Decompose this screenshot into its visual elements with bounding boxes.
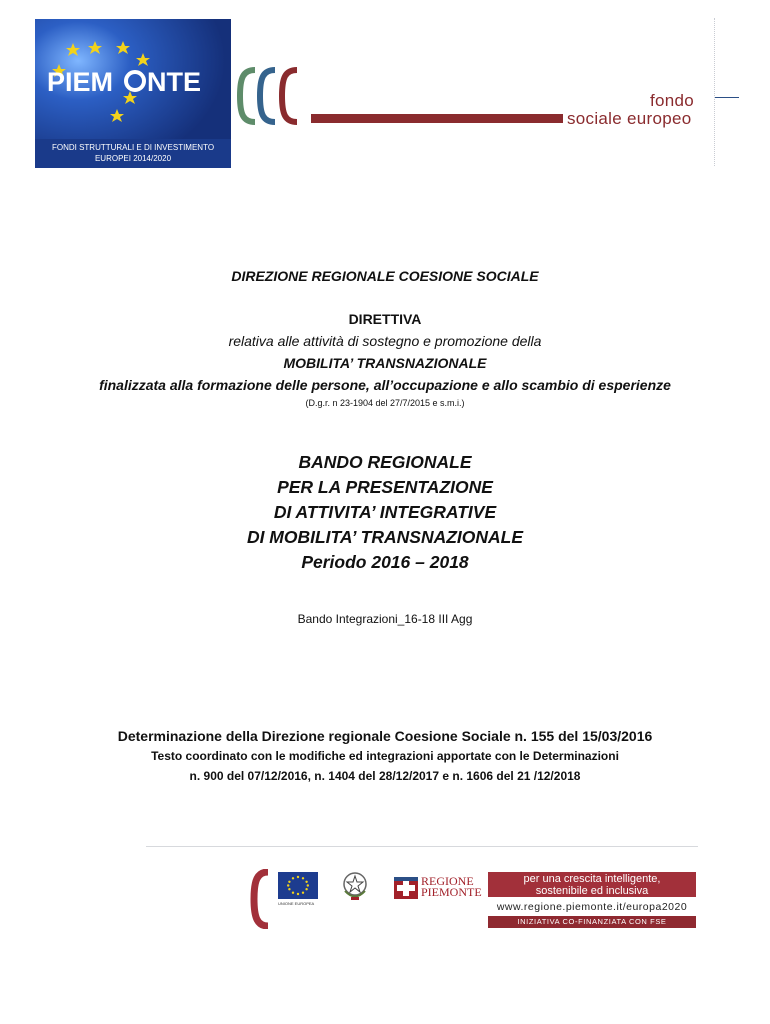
determinazione-line: Determinazione della Direzione regionale Coesione Sociale n. 155 del 15/03/2016 — [117, 728, 653, 744]
italian-republic-emblem-icon — [340, 869, 370, 903]
cofinanziata-text: INIZIATIVA CO-FINANZIATA CON FSE — [517, 917, 667, 926]
bando-period-line: Periodo 2016 – 2018 — [301, 552, 469, 572]
bando-title-block — [0, 450, 770, 575]
slogan-line1: per una crescita intelligente, — [523, 873, 661, 885]
testo-coordinato-line: Testo coordinato con le modifiche ed integrazioni apportate con le Determinazioni — [151, 749, 619, 763]
bando-code: Bando Integrazioni_16-18 III Agg — [297, 612, 473, 626]
footer-divider — [146, 846, 698, 847]
piemonte-label: PIEMONTE — [421, 885, 482, 899]
finalizzata-line: finalizzata alla formazione delle persone, all’occupazione e allo scambio di esperienze — [99, 377, 671, 393]
fse-underline-bar — [311, 114, 563, 123]
fondi-caption-line2: EUROPEI 2014/2020 — [94, 154, 172, 163]
bando-title-line: PER LA PRESENTAZIONE — [277, 477, 493, 497]
direzione-heading: DIREZIONE REGIONALE COESIONE SOCIALE — [231, 268, 539, 284]
bando-title-line: BANDO REGIONALE — [298, 452, 472, 472]
mobilita-heading: MOBILITA’ TRANSNAZIONALE — [283, 355, 487, 371]
fondi-caption-line1: FONDI STRUTTURALI E DI INVESTIMENTO — [51, 143, 215, 152]
dgr-reference: (D.g.r. n 23-1904 del 27/7/2015 e s.m.i.) — [305, 398, 465, 408]
piemonte-logo — [35, 19, 231, 168]
piemonte-wordmark-end: NTE — [147, 67, 201, 97]
fse-bracket-red — [282, 70, 297, 122]
site-url-link[interactable]: www.regione.piemonte.it/europa2020 — [496, 901, 688, 913]
regione-shield-icon — [394, 877, 418, 899]
bando-title-line: DI MOBILITA’ TRANSNAZIONALE — [246, 527, 524, 547]
eu-caption: UNIONE EUROPEA — [278, 901, 315, 906]
eu-flag-icon — [278, 872, 318, 899]
determinazioni-numbers-line: n. 900 del 07/12/2016, n. 1404 del 28/12/2017 e n. 1606 del 21 /12/2018 — [189, 769, 581, 783]
header-dotted-divider — [714, 18, 715, 166]
fse-bracket-blue — [260, 70, 275, 122]
bando-title-line: DI ATTIVITA’ INTEGRATIVE — [273, 502, 497, 522]
fse-fondo-text: fondo — [650, 91, 695, 110]
header-right-dash — [715, 97, 739, 98]
fse-sociale-europeo-text: sociale europeo — [567, 109, 692, 128]
direttiva-heading: DIRETTIVA — [348, 311, 422, 327]
piemonte-wordmark-start: PIEM — [47, 67, 114, 97]
regione-text — [421, 876, 482, 898]
fse-bracket-green — [240, 70, 255, 122]
footer-bracket-icon — [250, 869, 272, 929]
direttiva-subtitle: relativa alle attività di sostegno e promozione della — [228, 333, 542, 349]
regione-label: REGIONE — [421, 874, 474, 888]
slogan-line2: sostenibile ed inclusiva — [535, 885, 649, 897]
